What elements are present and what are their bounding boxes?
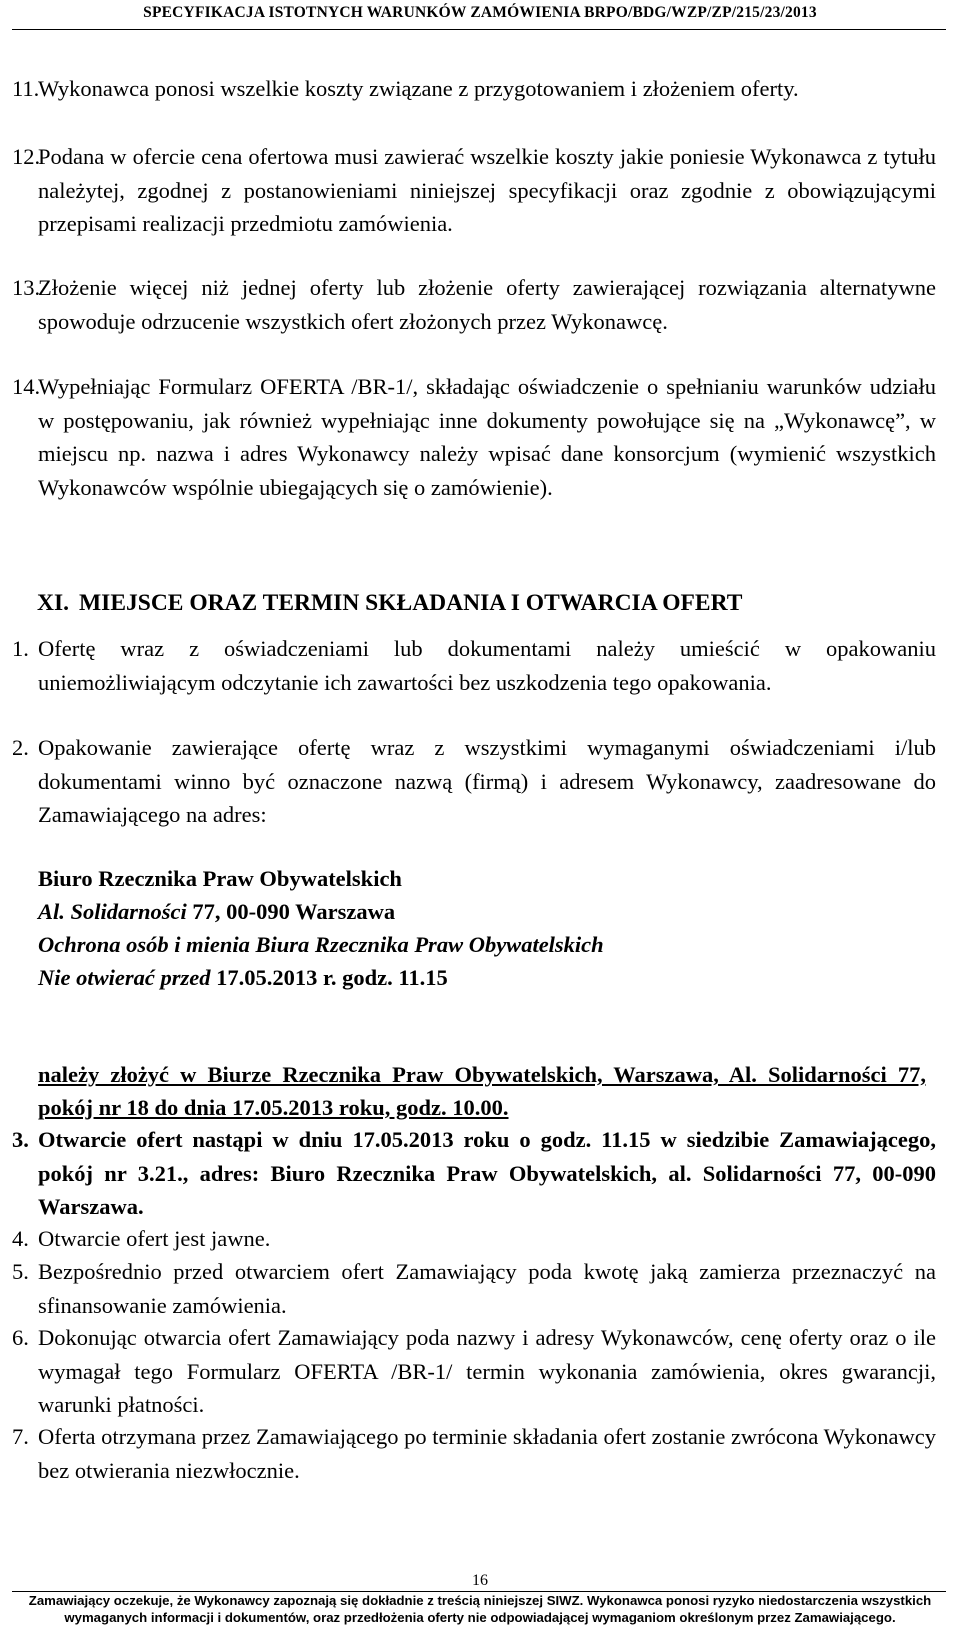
item-number: 12. — [12, 144, 41, 169]
item-number: 4. — [12, 1226, 29, 1251]
item-text: Ofertę wraz z oświadczeniami lub dokumentami należy umieścić w opakowaniu uniemożliwiającym odczytanie ich zawartości bez uszkodzenia tego opakowania. — [38, 636, 936, 695]
item-text: Wykonawca ponosi wszelkie koszty związane z przygotowaniem i złożeniem oferty. — [38, 76, 799, 101]
list-item-13 — [12, 271, 936, 338]
address-line-4 — [38, 961, 938, 994]
item-number: 13. — [12, 275, 41, 300]
do-not-open-italic: Nie otwierać przed — [38, 965, 211, 990]
item-text: Złożenie więcej niż jednej oferty lub złożenie oferty zawierającej rozwiązania alternatywne spowoduje odrzucenie wszystkich ofert złożonych przez Wykonawcę. — [38, 275, 936, 334]
item-text: Wypełniając Formularz OFERTA /BR-1/, składając oświadczenie o spełnianiu warunków udziału w postępowaniu, jak również wypełniając inne dokumenty powołujące się na „Wykonawcę”, w miejscu np. nazwa i adres Wykonawcy należy wpisać dane konsorcjum (wymienić wszystkich Wykonawców wspólnie ubiegających się o zamówienie). — [38, 374, 936, 500]
item-number: 2. — [12, 735, 29, 760]
submission-deadline: należy złożyć w Biurze Rzecznika Praw Obywatelskich, Warszawa, Al. Solidarności 77, pokój nr 18 do dnia 17.05.2013 roku, godz. 10.00. — [38, 1062, 926, 1120]
list-item-11 — [12, 72, 936, 106]
address-line-1: Biuro Rzecznika Praw Obywatelskich — [38, 866, 402, 891]
do-not-open-date: 17.05.2013 r. godz. 11.15 — [210, 965, 448, 990]
address-line-2 — [38, 895, 938, 928]
item-number: 6. — [12, 1325, 29, 1350]
section-item-2 — [12, 731, 936, 832]
section-title: MIEJSCE ORAZ TERMIN SKŁADANIA I OTWARCIA OFERT — [79, 590, 743, 616]
page-number: 16 — [472, 1572, 488, 1589]
section-item-4 — [12, 1222, 936, 1256]
header-rule — [12, 29, 946, 30]
item-number: 7. — [12, 1424, 29, 1449]
item-text: Bezpośrednio przed otwarciem ofert Zamawiający poda kwotę jaką zamierza przeznaczyć na sfinansowanie zamówienia. — [38, 1259, 936, 1318]
item-text: Opakowanie zawierające ofertę wraz z wszystkimi wymaganymi oświadczeniami i/lub dokumentami winno być oznaczone nazwą (firmą) i adresem Wykonawcy, zaadresowane do Zamawiającego na adres: — [38, 735, 936, 827]
footer-line-2: wymaganych informacji i dokumentów, oraz przedłożenia oferty nie odpowiadającej wymaganiom określonym przez Zamawiającego. — [64, 1610, 896, 1625]
item-number: 11. — [12, 76, 40, 101]
footer-line-1: Zamawiający oczekuje, że Wykonawcy zapoznają się dokładnie z treścią niniejszej SIWZ. Wykonawca ponosi ryzyko niedostarczenia wszystkich — [28, 1593, 932, 1608]
item-number: 3. — [12, 1127, 29, 1152]
item-text: Otwarcie ofert jest jawne. — [38, 1226, 271, 1251]
list-item-12 — [12, 140, 936, 241]
section-item-6 — [12, 1321, 936, 1422]
section-number: XI. — [37, 590, 69, 616]
item-text: Oferta otrzymana przez Zamawiającego po terminie składania ofert zostanie zwrócona Wykonawcy bez otwierania niezwłocznie. — [38, 1424, 936, 1483]
item-number: 14. — [12, 374, 41, 399]
page-footer — [6, 1592, 954, 1626]
item-text: Dokonując otwarcia ofert Zamawiający poda nazwy i adresy Wykonawców, cenę oferty oraz o ile wymagał tego Formularz OFERTA /BR-1/ termin wykonania zamówienia, okres gwarancji, warunki płatności. — [38, 1325, 936, 1417]
item-text: Otwarcie ofert nastąpi w dniu 17.05.2013 roku o godz. 11.15 w siedzibie Zamawiającego, pokój nr 3.21., adres: Biuro Rzecznika Praw Obywatelskich, al. Solidarności 77, 00-090 Warszawa. — [38, 1127, 936, 1219]
section-item-3 — [12, 1123, 936, 1224]
page-header: SPECYFIKACJA ISTOTNYCH WARUNKÓW ZAMÓWIENIA BRPO/BDG/WZP/ZP/215/23/2013 — [143, 4, 817, 21]
section-item-7 — [12, 1420, 936, 1487]
item-text: Podana w ofercie cena ofertowa musi zawierać wszelkie koszty jakie poniesie Wykonawca z tytułu należytej, zgodnej z postanowieniami niniejszej specyfikacji oraz zgodnie z obowiązującymi przepisami realizacji przedmiotu zamówienia. — [38, 144, 936, 236]
section-item-1 — [12, 632, 936, 699]
address-line-3: Ochrona osób i mienia Biura Rzecznika Praw Obywatelskich — [38, 932, 604, 957]
list-item-14 — [12, 370, 936, 504]
item-number: 1. — [12, 636, 29, 661]
address-street-rest: 77, 00-090 Warszawa — [186, 899, 396, 924]
section-item-5 — [12, 1255, 936, 1322]
address-street-italic: Al. Solidarności — [38, 899, 187, 924]
address-block — [38, 862, 938, 994]
item-number: 5. — [12, 1259, 29, 1284]
